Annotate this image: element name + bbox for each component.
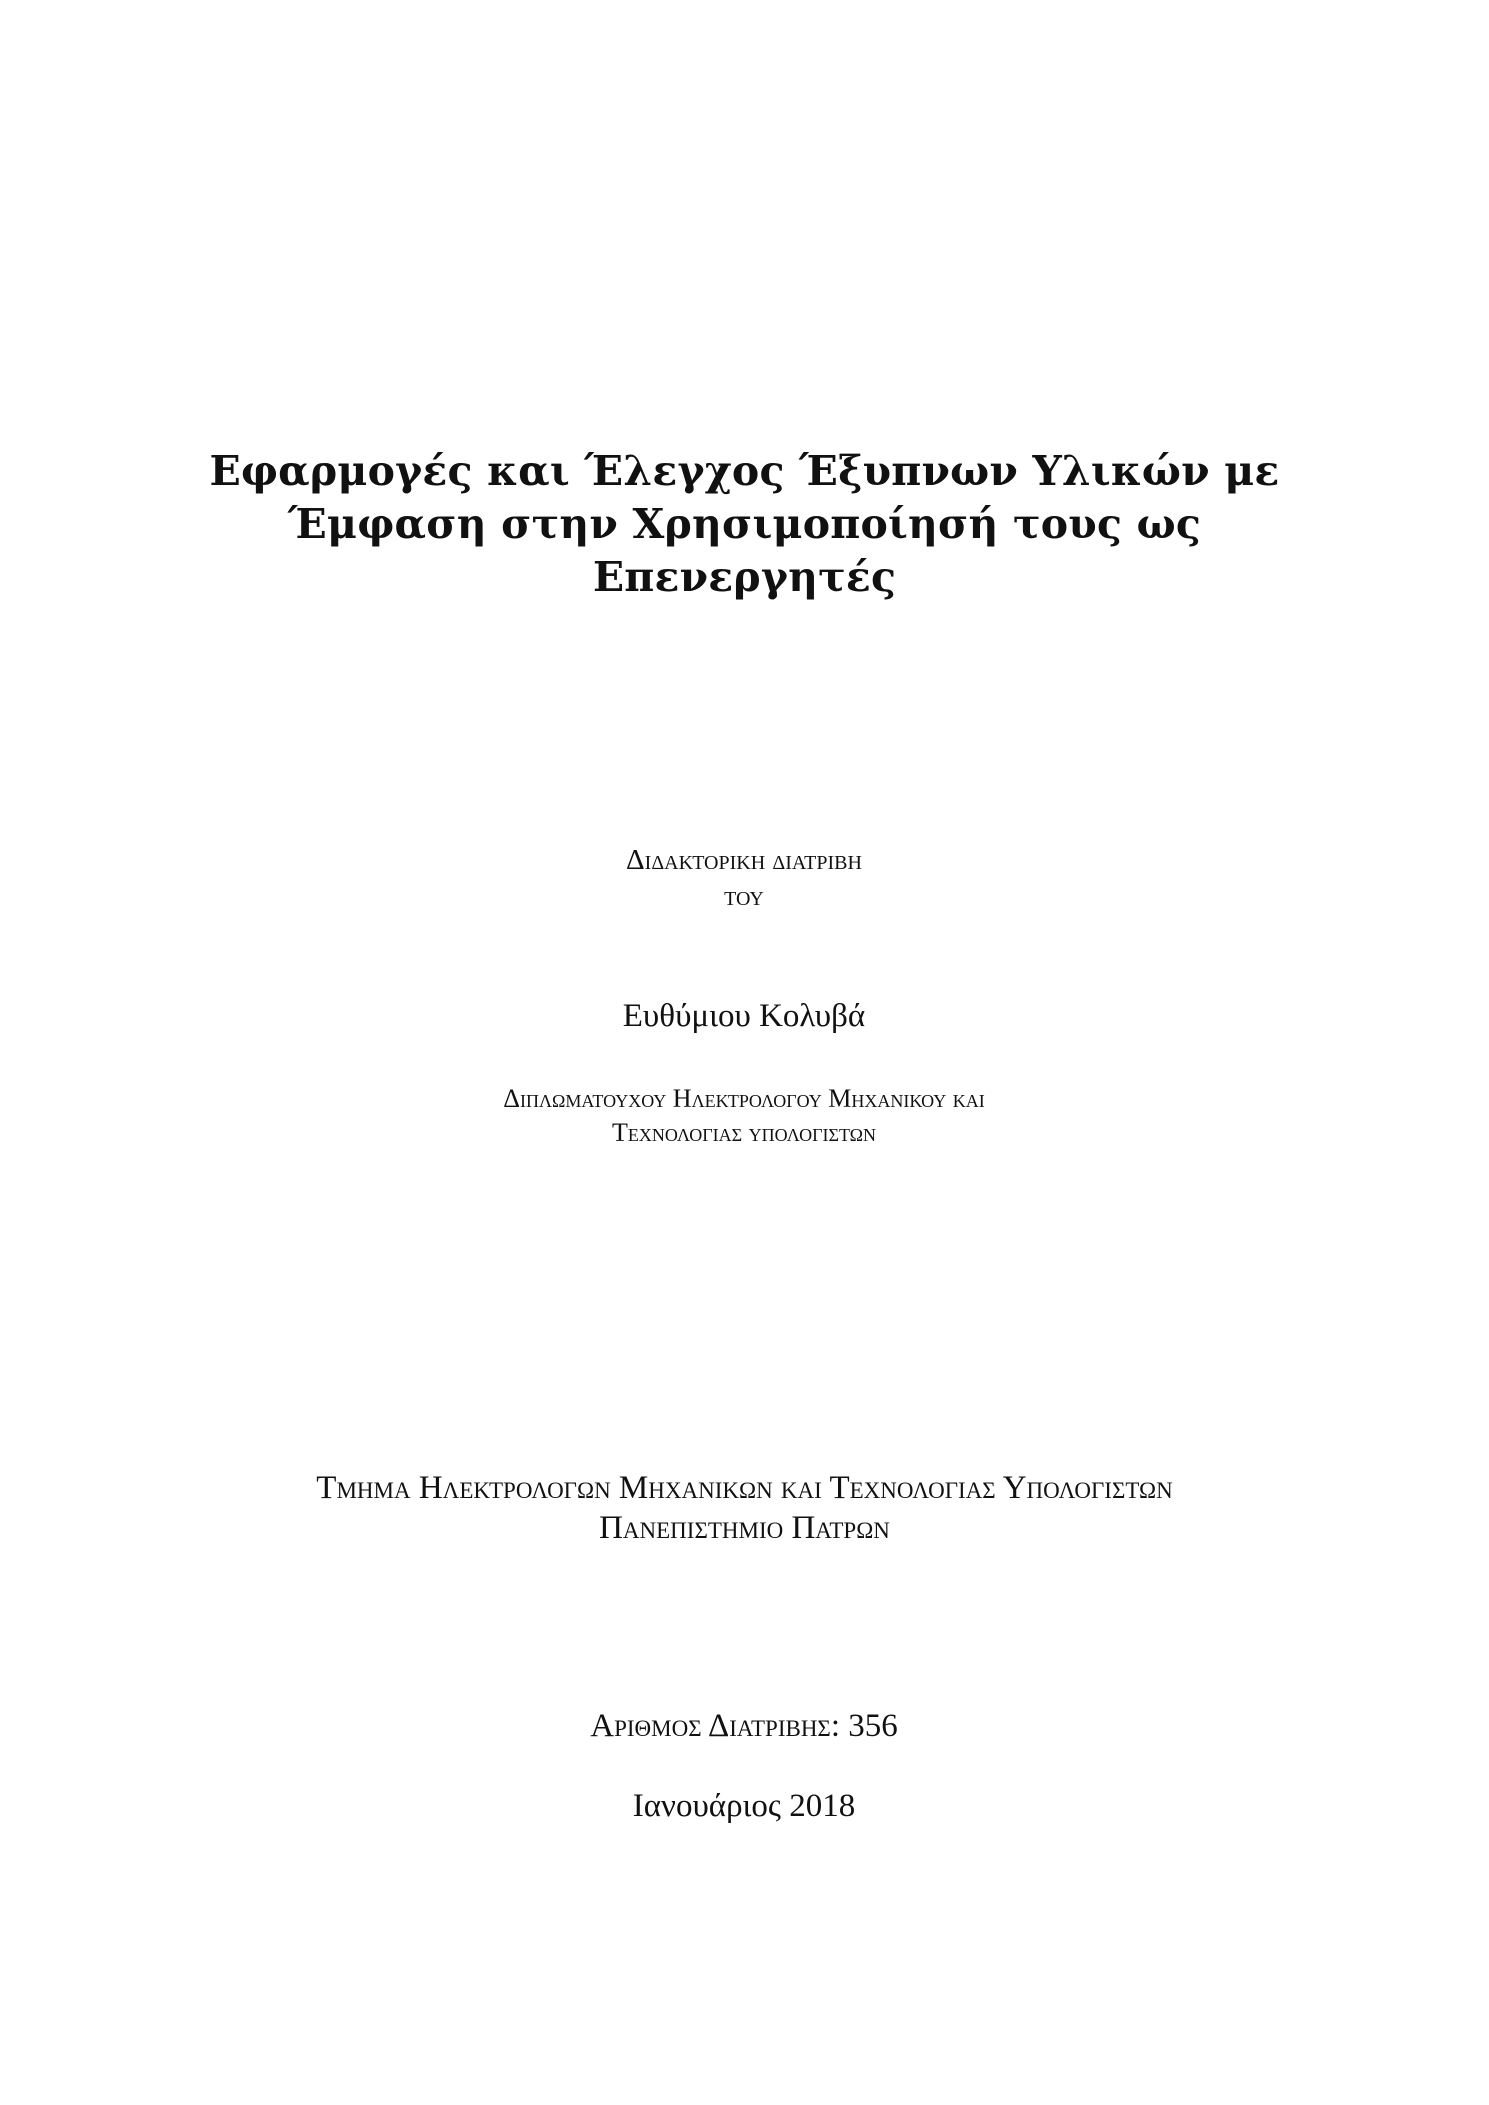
thesis-type-of: του — [724, 880, 764, 912]
thesis-title-line-2: Έμφαση στην Χρησιμοποίησή τους ως — [288, 500, 1201, 548]
university-name: Πανεπιστημιο Πατρων — [599, 1510, 890, 1546]
thesis-type — [444, 842, 1044, 914]
institution — [100, 1468, 1389, 1548]
thesis-title — [200, 445, 1289, 604]
department-name: Τμημα Ηλεκτρολογων Μηχανικων και Τεχνολογιας Υπολογιστων — [316, 1470, 1173, 1506]
thesis-date: Ιανουάριος 2018 — [632, 1788, 856, 1824]
thesis-title-line-3: Επενεργητές — [592, 553, 897, 601]
thesis-number — [444, 1706, 1044, 1746]
thesis-number-value: 356 — [848, 1708, 898, 1744]
author-degree-line-2: Τεχνολογιας υπολογιστων — [611, 1118, 877, 1147]
thesis-type-label: Διδακτορικη διατριβη — [626, 844, 862, 876]
author-degree-line-1: Διπλωματουχου Ηλεκτρολογου Μηχανικου και — [503, 1084, 985, 1113]
author-degree — [344, 1082, 1144, 1150]
thesis-number-label: Αριθμος Διατριβης: — [590, 1708, 840, 1744]
thesis-title-line-1: Εφαρμογές και Έλεγχος Έξυπνων Υλικών με — [209, 447, 1280, 495]
author-name: Ευθύμιου Κολυβά — [622, 998, 866, 1034]
